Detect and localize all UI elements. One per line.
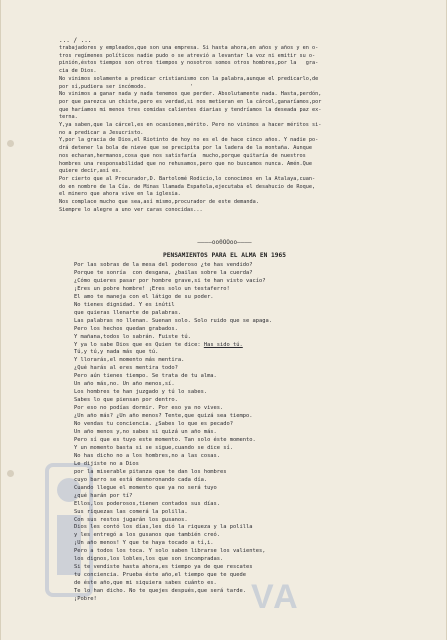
poem-line-text: Cuando llegue el momento que ya no será tuyo: [74, 484, 217, 491]
punch-hole: [7, 470, 14, 477]
watermark-text: VA: [251, 578, 300, 616]
prose-line: Y,ya saben,que la cárcel,es en ocasiones,mérito. Pero no vinimos a hacer méritos si-: [59, 122, 322, 129]
poem-line: [74, 310, 384, 318]
poem-line-text: tu conciencia. Prueba éste año,el tiempo que te quede: [74, 572, 247, 579]
poem-line: [74, 445, 384, 453]
poem-line-text: No vendas tu conciencia. ¿Sabes lo que es pecado?: [74, 421, 234, 428]
poem-line-text: ¿Un año más? ¿Un año menos? Tente,que quizá sea tiempo.: [74, 413, 253, 420]
poem-line-text: ¿qué harán por tí?: [74, 492, 133, 499]
poem-title: PENSAMIENTOS PARA EL ALMA EN 1965: [163, 252, 286, 259]
poem-line: [74, 326, 384, 334]
prose-line: el minero que ahora vive en la iglesia.: [59, 191, 181, 198]
poem-line-text: Si te vendiste hasta ahora,es tiempo ya de que rescates: [74, 564, 253, 571]
prose-line: No vinimos a ganar nada y nada tenemos que perder. Absolutamente nada. Hasta,perdón,: [59, 91, 322, 98]
prose-line: Siempre lo alegre a uno ver caras conocidas...: [59, 206, 203, 213]
poem-line-text: ¿Cómo quieres pasar por hombre grave,si te han visto vacío?: [74, 277, 266, 284]
poem-line-text: Y llorarás,el momento más mentira.: [74, 357, 185, 364]
poem-line-text: Y un momento basta si se sigue,cuando se dice sí.: [74, 444, 234, 451]
poem-line-text: Las palabras no llenan. Suenan solo. Solo ruido que se apaga.: [74, 317, 272, 324]
poem-line-text: Por eso no podías dormir. Por eso ya no vives.: [74, 405, 224, 412]
poem-line-text: Por las sobras de la mesa del poderoso ¿te has vendido?: [74, 262, 253, 268]
poem-line-text: ¿Qué harás al eres mentira todo?: [74, 365, 178, 372]
poem-line-text: Ellos,los poderosos,tienen contados sus días.: [74, 500, 221, 507]
poem-line-text: No has dicho no a los hombres,no a las cosas.: [74, 452, 221, 459]
poem-line-text: Te lo han dicho. No te quejes después,que será tarde.: [74, 588, 247, 595]
poem-line: [74, 548, 384, 556]
poem-line: [74, 556, 384, 564]
poem-line: [74, 334, 384, 342]
prose-line: por que parezca un chiste,pero es verdad,si nos metieran en la cárcel,ganaríamos,por: [59, 98, 322, 105]
poem-line: [74, 278, 384, 286]
poem-line-text: Pero aún tienes tiempo. Se trata de tu alma.: [74, 373, 217, 380]
poem-line-text: Un año más,no. Un año menos,sí.: [74, 381, 175, 388]
poem-line-text: Y ya lo sabe Dios que es Quien te dice:: [74, 341, 204, 348]
poem-line-text: El amo te maneja con el látigo de su poder.: [74, 293, 214, 300]
poem-line-text: Y mañana,todos lo sabrán. Fuiste tú.: [74, 333, 191, 340]
prose-line: que haríamos mi menos tres comidas calientes diarias y tendríamos la deseada paz ex-: [59, 106, 322, 113]
prose-line: nos echaran,hermanos,cosa que nos satisfaría mucho,porque quitaría de nuestros: [59, 152, 306, 159]
poem-line: [74, 477, 384, 485]
poem-line: [74, 572, 384, 580]
prose-line: pinión,éstos tiempos son otros tiempos y nosotros somos otros hombres,por la gra-: [59, 60, 319, 67]
prose-line: No vinimos solamente a predicar cristianismo con la palabra,aunque el predicarlo,de: [59, 75, 319, 82]
punch-hole: [7, 140, 14, 147]
poem-line: [74, 421, 384, 429]
prose-line: trabajadores y empleados,que son una empresa. Si hasta ahora,en años y años y en o-: [59, 45, 319, 51]
poem-line: [74, 429, 384, 437]
poem-line: [74, 286, 384, 294]
poem-line: [74, 302, 384, 310]
poem-line-text: No tienes dignidad. Y es inútil: [74, 301, 175, 308]
poem-line-text: y les entregó a los gusanos que también creó.: [74, 532, 221, 539]
poem-line-text: Sus riquezas las comerá la polilla.: [74, 508, 188, 515]
poem-line-text: Un año menos y,no sabes si quizá un año más.: [74, 429, 217, 436]
poem-line: [74, 493, 384, 501]
poem-line-text: Con sus restos jugarán los gusanos.: [74, 516, 188, 523]
poem-line-text: los dignos,los lobles,los que son incompradas.: [74, 556, 224, 563]
poem-line: [74, 540, 384, 548]
poem-line: [74, 262, 384, 270]
poem-line: [74, 509, 384, 517]
poem-line: [74, 564, 384, 572]
prose-line: Y,por la gracia de Dios,el Riotinto de hoy no es el de hace cinco años. Y nadie po-: [59, 137, 319, 144]
poem-line-text: Tú,y tú,y nada más que tú.: [74, 349, 159, 356]
prose-line: quiere decir,así es.: [59, 168, 122, 175]
poem-line: [74, 318, 384, 326]
poem-line: [74, 588, 384, 596]
poem-line-text: Pero sí que es tuyo este momento. Tan solo éste momento.: [74, 436, 256, 443]
prose-line: por sí,pudiera ser incómodo. ': [59, 83, 194, 90]
prose-line: do en nombre de la Cía. de Minas llamada Española,ejecutaba el desahucio de Roque,: [59, 183, 316, 190]
prose-line: terna.: [59, 114, 78, 121]
poem-line: [74, 437, 384, 445]
prose-block: [59, 45, 397, 214]
poem-line: [74, 501, 384, 509]
poem-line-text: cuyo barro se está desmoronando cada día.: [74, 476, 208, 483]
prose-line: Por cierto que al Procurador,D. Bartolomé Rodicio,lo conocimos en la Atalaya,cuan-: [59, 175, 316, 182]
poem-line: [74, 413, 384, 421]
poem-line: [74, 294, 384, 302]
poem-line-text: Dios les contó los días,les dió la riqueza y la polilla: [74, 524, 253, 531]
prose-line: cia de Dios.: [59, 68, 97, 75]
prose-line: Nos complace mucho que sea,así mismo,procurador de este demanda.: [59, 199, 259, 206]
poem-line: [74, 397, 384, 405]
poem-line-text: ¡Pobre!: [74, 596, 97, 603]
poem-line-text: que quieras llenarte de palabras.: [74, 309, 182, 316]
poem-line-text: por la miserable pitanza que te dan los hombres: [74, 468, 227, 475]
poem-line: [74, 596, 384, 604]
poem-line-text: ¡Un año menos! Y que te haya tocado a tí,i.: [74, 540, 214, 547]
prose-line: tros regímenes políticos nadie pudo o se atrevió a levantar la voz ni emitir su o-: [59, 52, 316, 59]
poem-line: [74, 461, 384, 469]
prose-line: no a predicar a Jesucristo.: [59, 129, 144, 136]
poem-line: [74, 270, 384, 278]
poem-line: [74, 485, 384, 493]
poem-line-text: ¡Eres un pobre hombre! ¡Eres solo un testaferro!: [74, 285, 230, 292]
poem-line: [74, 389, 384, 397]
prose-line: hombres una responsabilidad que no rehusamos,pero que no buscamos nunca. Amén.Que: [59, 160, 312, 167]
poem-line: [74, 453, 384, 461]
poem-line-text: Le dijiste no a Dios: [74, 460, 139, 467]
prose-line: drá detener la bola de nieve que se precipita por la ladera de la montaña. Aunque: [59, 145, 312, 152]
section-ornament: ————oo0OOoo————: [197, 239, 252, 246]
poem-line: [74, 405, 384, 413]
poem-line-text: de éste año,que mi siquiera sabes cuánto es.: [74, 580, 217, 587]
poem-line-text: Pero a todos los toca. Y solo saben librarse los valientes,: [74, 548, 266, 555]
poem-line: [74, 469, 384, 477]
continuation-mark: ... / ...: [59, 37, 92, 44]
poem-underlined-phrase: Has sido tú.: [203, 341, 243, 348]
poem-line-text: Sabes lo que piensan por dentro.: [74, 397, 178, 404]
poem-line: [74, 580, 384, 588]
poem-line-text: Pero los hechos quedan grabados.: [74, 325, 178, 332]
poem-line-text: Porque te sonría con desgana, ¿bailas sobre la cuerda?: [74, 269, 253, 276]
poem-line-text: Los hombres te han juzgado y tú lo sabes.: [74, 389, 208, 396]
poem-block: [74, 262, 384, 604]
